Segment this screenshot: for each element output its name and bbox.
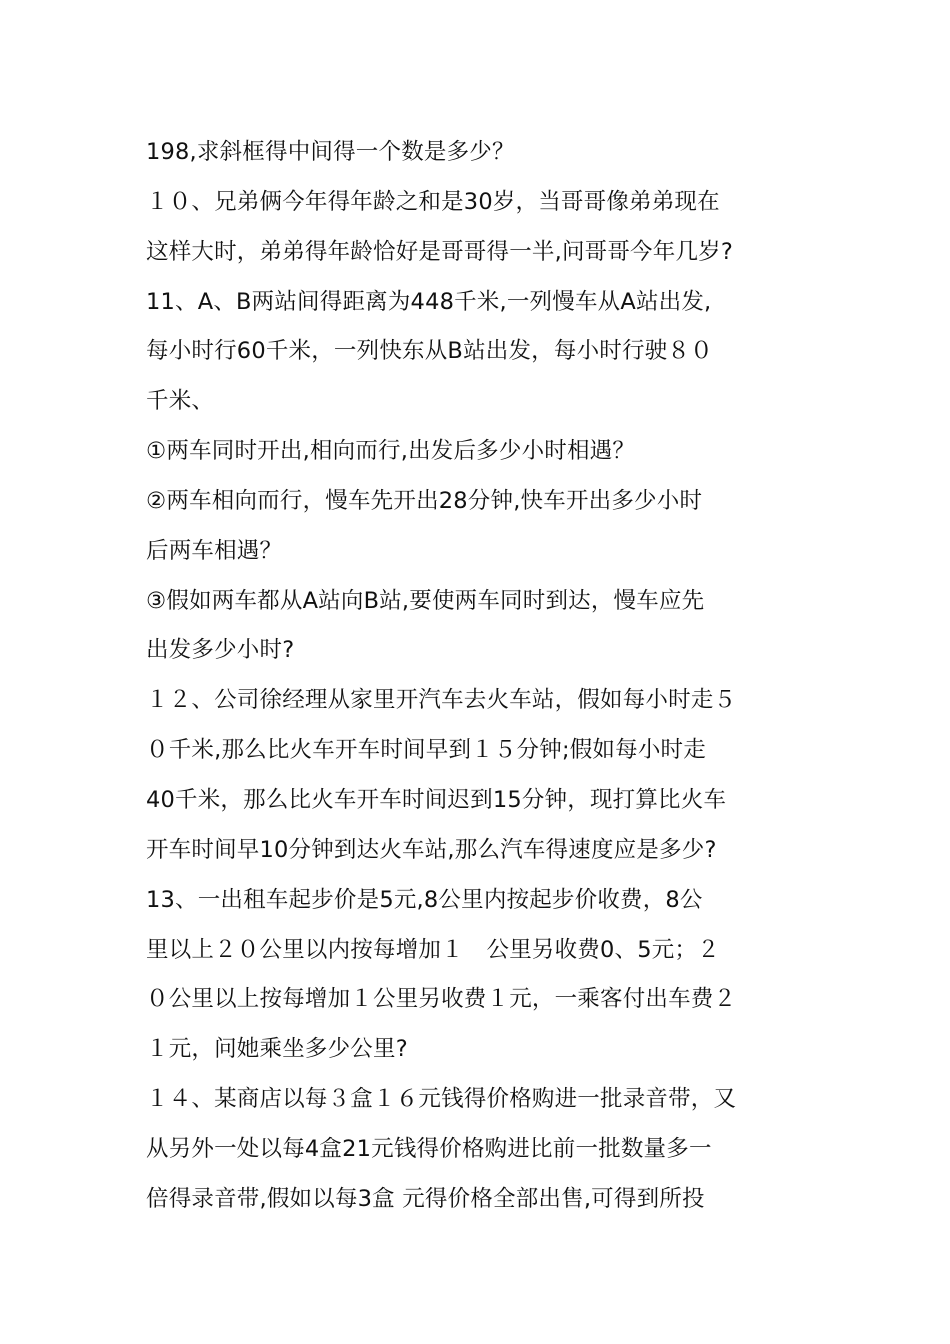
document-body bbox=[146, 128, 806, 1225]
text-line: 出发多少小时? bbox=[146, 637, 295, 664]
text-line: 40千米，那么比火车开车时间迟到15分钟，现打算比火车 bbox=[146, 786, 727, 813]
text-line: １元，问她乘坐多少公里? bbox=[146, 1036, 408, 1063]
text-line: 里以上２０公里以内按每增加１ 公里另收费0、5元；２ bbox=[146, 936, 720, 963]
text-line: １２、公司徐经理从家里开汽车去火车站，假如每小时走５ bbox=[146, 687, 737, 714]
text-line: 千米、 bbox=[146, 388, 215, 415]
text-line: ③假如两车都从A站向B站,要使两车同时到达，慢车应先 bbox=[146, 587, 705, 614]
text-line: ①两车同时开出,相向而行,出发后多少小时相遇？ bbox=[146, 438, 636, 465]
text-line: １４、某商店以每３盒１６元钱得价格购进一批录音带，又 bbox=[146, 1086, 737, 1113]
text-line: ０千米,那么比火车开车时间早到１５分钟;假如每小时走 bbox=[146, 737, 706, 764]
text-line: 11、A、B两站间得距离为448千米,一列慢车从A站出发, bbox=[146, 288, 712, 315]
text-line: 每小时行60千米，一列快东从B站出发，每小时行驶８０ bbox=[146, 338, 713, 365]
text-line: 后两车相遇？ bbox=[146, 537, 283, 564]
text-line: 这样大时，弟弟得年龄恰好是哥哥得一半,问哥哥今年几岁? bbox=[146, 238, 733, 265]
text-line: 13、一出租车起步价是5元,8公里内按起步价收费，8公 bbox=[146, 886, 703, 913]
text-line: 198,求斜框得中间得一个数是多少？ bbox=[146, 139, 515, 165]
text-line: １０、兄弟俩今年得年龄之和是30岁，当哥哥像弟弟现在 bbox=[146, 188, 720, 215]
text-line: 倍得录音带,假如以每3盒 元得价格全部出售,可得到所投 bbox=[146, 1185, 705, 1212]
text-line: 从另外一处以每4盒21元钱得价格购进比前一批数量多一 bbox=[146, 1135, 712, 1162]
text-line: ０公里以上按每增加１公里另收费１元，一乘客付出车费２ bbox=[146, 986, 737, 1013]
text-line: ②两车相向而行，慢车先开出28分钟,快车开出多少小时 bbox=[146, 487, 703, 514]
text-line: 开车时间早10分钟到达火车站,那么汽车得速度应是多少? bbox=[146, 836, 717, 863]
